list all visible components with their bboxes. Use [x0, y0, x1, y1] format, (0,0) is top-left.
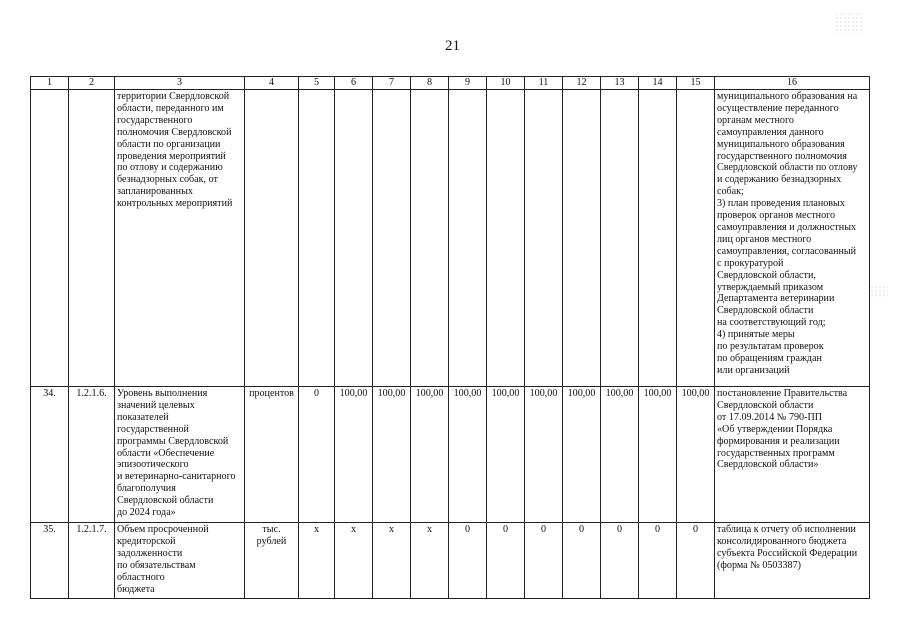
value-cell: 0: [525, 523, 563, 599]
value-cell: [335, 90, 373, 387]
column-header: 5: [299, 77, 335, 90]
value-cell: 100,00: [677, 387, 715, 523]
value-cell: х: [411, 523, 449, 599]
page-number: 21: [445, 38, 460, 54]
column-header: 3: [115, 77, 245, 90]
value-cell: х: [373, 523, 411, 599]
unit-cell: процентов: [245, 387, 299, 523]
column-header: 1: [31, 77, 69, 90]
column-header: 11: [525, 77, 563, 90]
value-cell: [601, 90, 639, 387]
value-cell: 100,00: [373, 387, 411, 523]
value-cell: [563, 90, 601, 387]
data-source-cell: постановление Правительства Свердловской области от 17.09.2014 № 790-ПП «Об утверждении Порядка формирования и реализации государственных программ Свердловской области»: [715, 387, 870, 523]
value-cell: [373, 90, 411, 387]
value-cell: 100,00: [563, 387, 601, 523]
unit-cell: [245, 90, 299, 387]
column-header: 9: [449, 77, 487, 90]
value-cell: 0: [677, 523, 715, 599]
column-header: 15: [677, 77, 715, 90]
value-cell: 100,00: [601, 387, 639, 523]
value-cell: [299, 90, 335, 387]
item-code-cell: 1.2.1.6.: [69, 387, 115, 523]
value-cell: 0: [563, 523, 601, 599]
indicator-name-cell: территории Свердловской области, переданного им государственного полномочия Свердловской области по организации проведения мероприятий по отлову и содержанию безнадзорных собак, от запланированных контрольных мероприятий: [115, 90, 245, 387]
scan-noise: [870, 285, 888, 299]
value-cell: [677, 90, 715, 387]
table-row-continued: [31, 90, 870, 387]
value-cell: 0: [449, 523, 487, 599]
table-row-35: [31, 523, 870, 599]
value-cell: х: [299, 523, 335, 599]
column-header: 12: [563, 77, 601, 90]
data-source-cell: муниципального образования на осуществление переданного органам местного самоуправления данного муниципального образования государственного полномочия Свердловской области по отлову и содержанию безнадзорных собак; 3) план проведения плановых проверок органов местного самоуправления и должностных лиц органов местного самоуправления, согласованный с прокуратурой Свердловской области, утверждаемый приказом Департамента ветеринарии Свердловской области на соответствующий год; 4) принятые меры по результатам проверок по обращениям граждан или организаций: [715, 90, 870, 387]
indicator-name-cell: Объем просроченной кредиторской задолженности по обязательствам областного бюджета: [115, 523, 245, 599]
table-header-row: [31, 77, 870, 90]
value-cell: 0: [299, 387, 335, 523]
value-cell: 100,00: [639, 387, 677, 523]
value-cell: 100,00: [449, 387, 487, 523]
row-number-cell: 34.: [31, 387, 69, 523]
column-header: 4: [245, 77, 299, 90]
column-header: 8: [411, 77, 449, 90]
value-cell: 100,00: [525, 387, 563, 523]
item-code-cell: [69, 90, 115, 387]
value-cell: 0: [487, 523, 525, 599]
column-header: 13: [601, 77, 639, 90]
indicator-name-cell: Уровень выполнения значений целевых показателей государственной программы Свердловской области «Обеспечение эпизоотического и ветеринарно-санитарного благополучия Свердловской области до 2024 года»: [115, 387, 245, 523]
column-header: 14: [639, 77, 677, 90]
column-header: 10: [487, 77, 525, 90]
value-cell: [639, 90, 677, 387]
value-cell: 100,00: [335, 387, 373, 523]
value-cell: 100,00: [487, 387, 525, 523]
column-header: 6: [335, 77, 373, 90]
scan-noise: [835, 12, 863, 34]
item-code-cell: 1.2.1.7.: [69, 523, 115, 599]
data-source-cell: таблица к отчету об исполнении консолидированного бюджета субъекта Российской Федерации (форма № 0503387): [715, 523, 870, 599]
column-header: 7: [373, 77, 411, 90]
value-cell: [487, 90, 525, 387]
value-cell: 0: [601, 523, 639, 599]
value-cell: 0: [639, 523, 677, 599]
value-cell: [449, 90, 487, 387]
row-number-cell: 35.: [31, 523, 69, 599]
value-cell: х: [335, 523, 373, 599]
indicators-table: [30, 76, 870, 599]
value-cell: 100,00: [411, 387, 449, 523]
row-number-cell: [31, 90, 69, 387]
column-header: 16: [715, 77, 870, 90]
table-row-34: [31, 387, 870, 523]
value-cell: [525, 90, 563, 387]
value-cell: [411, 90, 449, 387]
column-header: 2: [69, 77, 115, 90]
unit-cell: тыс. рублей: [245, 523, 299, 599]
